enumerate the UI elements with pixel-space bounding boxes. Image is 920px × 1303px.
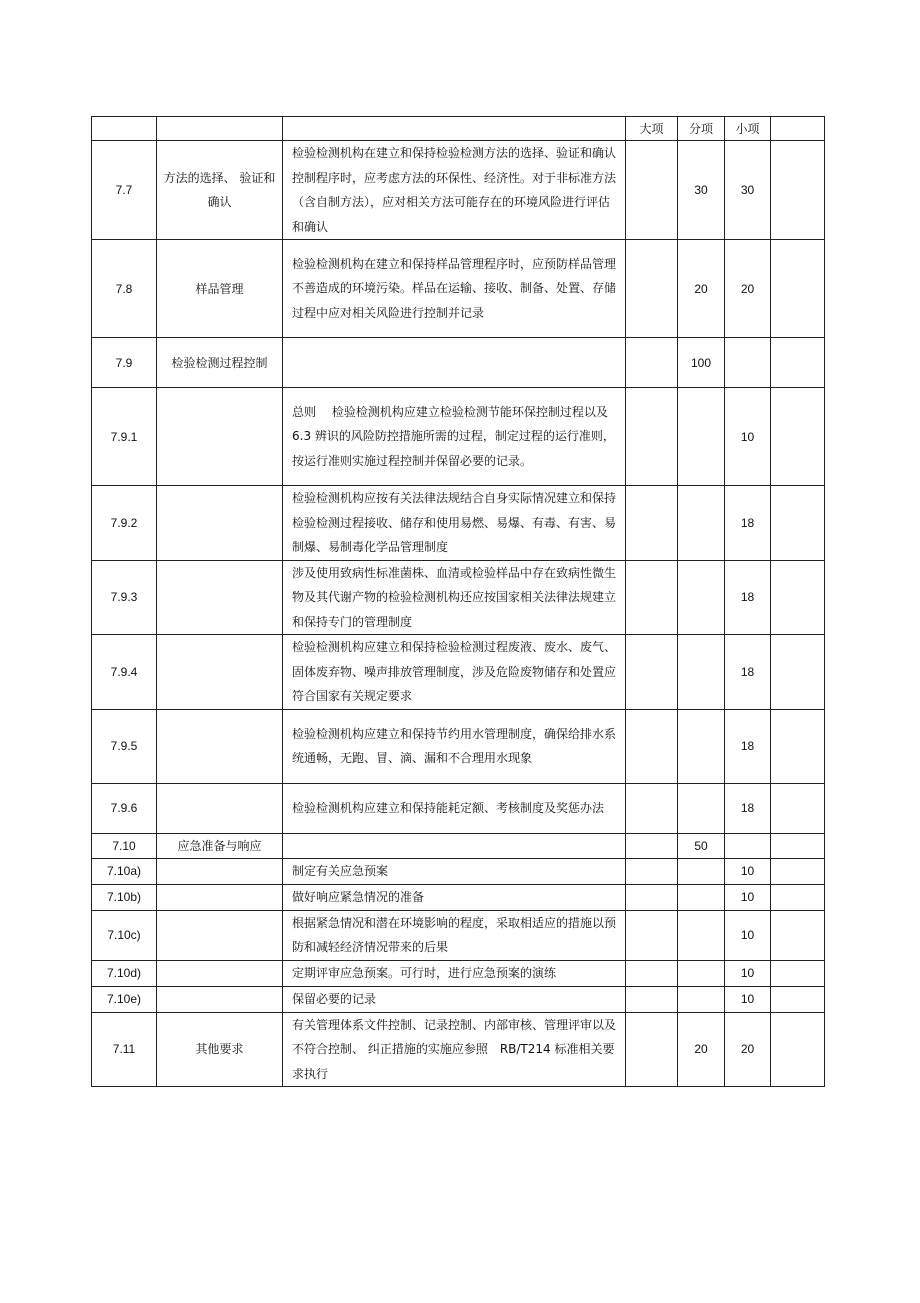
item-number: 7.8 — [92, 240, 157, 338]
table-row — [92, 240, 825, 338]
item-number: 7.10b) — [92, 884, 157, 910]
minor-score — [725, 833, 771, 858]
item-name — [157, 635, 283, 710]
scoring-table — [91, 116, 825, 1087]
table-row — [92, 1012, 825, 1087]
minor-score: 18 — [725, 635, 771, 710]
sub-score: 100 — [678, 338, 725, 388]
item-name — [157, 986, 283, 1012]
header-name-cell — [157, 117, 283, 141]
extra-cell — [771, 635, 825, 710]
item-number: 7.9 — [92, 338, 157, 388]
extra-cell — [771, 486, 825, 561]
header-major: 大项 — [626, 117, 678, 141]
item-number: 7.10e) — [92, 986, 157, 1012]
item-number: 7.9.6 — [92, 783, 157, 833]
item-number: 7.9.3 — [92, 560, 157, 635]
item-description: 涉及使用致病性标准菌株、血清或检验样品中存在致病性微生物及其代谢产物的检验检测机构还应按国家相关法律法规建立和保持专门的管理制度 — [283, 560, 626, 635]
extra-cell — [771, 560, 825, 635]
extra-cell — [771, 960, 825, 986]
sub-score — [678, 486, 725, 561]
item-name — [157, 960, 283, 986]
table-row — [92, 960, 825, 986]
minor-score: 10 — [725, 960, 771, 986]
sub-score — [678, 884, 725, 910]
item-number: 7.9.2 — [92, 486, 157, 561]
item-name: 应急准备与响应 — [157, 833, 283, 858]
item-description: 检验检测机构应建立和保持检验检测过程废液、废水、废气、固体废弃物、噪声排放管理制度，涉及危险废物储存和处置应符合国家有关规定要求 — [283, 635, 626, 710]
table-row — [92, 486, 825, 561]
item-name — [157, 486, 283, 561]
header-extra-cell — [771, 117, 825, 141]
extra-cell — [771, 884, 825, 910]
item-name: 其他要求 — [157, 1012, 283, 1087]
item-name — [157, 858, 283, 884]
major-score — [626, 986, 678, 1012]
sub-score — [678, 986, 725, 1012]
major-score — [626, 833, 678, 858]
item-description — [283, 833, 626, 858]
major-score — [626, 141, 678, 240]
item-number: 7.9.1 — [92, 388, 157, 486]
sub-score — [678, 960, 725, 986]
major-score — [626, 338, 678, 388]
minor-score: 18 — [725, 560, 771, 635]
minor-score: 20 — [725, 240, 771, 338]
sub-score: 20 — [678, 240, 725, 338]
item-name — [157, 910, 283, 960]
table-row — [92, 560, 825, 635]
table-row — [92, 986, 825, 1012]
major-score — [626, 858, 678, 884]
item-number: 7.11 — [92, 1012, 157, 1087]
item-description: 检验检测机构在建立和保持检验检测方法的选择、验证和确认控制程序时，应考虑方法的环保性、经济性。对于非标准方法（含自制方法），应对相关方法可能存在的环境风险进行评估和确认 — [283, 141, 626, 240]
major-score — [626, 635, 678, 710]
major-score — [626, 1012, 678, 1087]
header-desc-cell — [283, 117, 626, 141]
minor-score: 20 — [725, 1012, 771, 1087]
item-description: 制定有关应急预案 — [283, 858, 626, 884]
item-number: 7.9.5 — [92, 709, 157, 783]
sub-score — [678, 709, 725, 783]
minor-score: 18 — [725, 783, 771, 833]
extra-cell — [771, 858, 825, 884]
major-score — [626, 910, 678, 960]
major-score — [626, 709, 678, 783]
table-row — [92, 884, 825, 910]
extra-cell — [771, 833, 825, 858]
extra-cell — [771, 240, 825, 338]
major-score — [626, 884, 678, 910]
item-name — [157, 709, 283, 783]
minor-score: 10 — [725, 388, 771, 486]
extra-cell — [771, 388, 825, 486]
table-row — [92, 783, 825, 833]
major-score — [626, 388, 678, 486]
table-row — [92, 910, 825, 960]
item-description: 检验检测机构应建立和保持能耗定额、考核制度及奖惩办法 — [283, 783, 626, 833]
major-score — [626, 960, 678, 986]
header-sub: 分项 — [678, 117, 725, 141]
item-number: 7.7 — [92, 141, 157, 240]
item-description: 保留必要的记录 — [283, 986, 626, 1012]
extra-cell — [771, 141, 825, 240]
minor-score: 10 — [725, 884, 771, 910]
item-name: 样品管理 — [157, 240, 283, 338]
extra-cell — [771, 709, 825, 783]
sub-score: 20 — [678, 1012, 725, 1087]
sub-score: 30 — [678, 141, 725, 240]
item-description — [283, 338, 626, 388]
minor-score: 10 — [725, 858, 771, 884]
minor-score: 30 — [725, 141, 771, 240]
item-name — [157, 388, 283, 486]
table-row — [92, 709, 825, 783]
header-minor: 小项 — [725, 117, 771, 141]
item-number: 7.9.4 — [92, 635, 157, 710]
extra-cell — [771, 1012, 825, 1087]
minor-score: 18 — [725, 486, 771, 561]
sub-score — [678, 783, 725, 833]
item-description: 根据紧急情况和潜在环境影响的程度，采取相适应的措施以预防和减轻经济情况带来的后果 — [283, 910, 626, 960]
item-name — [157, 783, 283, 833]
item-description: 检验检测机构应建立和保持节约用水管理制度，确保给排水系统通畅，无跑、冒、滴、漏和不合理用水现象 — [283, 709, 626, 783]
header-id-cell — [92, 117, 157, 141]
table-row — [92, 858, 825, 884]
table-row — [92, 833, 825, 858]
item-number: 7.10a) — [92, 858, 157, 884]
item-name — [157, 884, 283, 910]
major-score — [626, 783, 678, 833]
item-name: 检验检测过程控制 — [157, 338, 283, 388]
major-score — [626, 240, 678, 338]
minor-score: 18 — [725, 709, 771, 783]
sub-score: 50 — [678, 833, 725, 858]
item-description: 总则 检验检测机构应建立检验检测节能环保控制过程以及 6.3 辨识的风险防控措施所需的过程，制定过程的运行准则，按运行准则实施过程控制并保留必要的记录。 — [283, 388, 626, 486]
major-score — [626, 486, 678, 561]
sub-score — [678, 635, 725, 710]
minor-score: 10 — [725, 910, 771, 960]
item-number: 7.10d) — [92, 960, 157, 986]
extra-cell — [771, 910, 825, 960]
table-row — [92, 635, 825, 710]
extra-cell — [771, 338, 825, 388]
item-description: 做好响应紧急情况的准备 — [283, 884, 626, 910]
item-description: 检验检测机构应按有关法律法规结合自身实际情况建立和保持检验检测过程接收、储存和使用易燃、易爆、有毒、有害、易制爆、易制毒化学品管理制度 — [283, 486, 626, 561]
sub-score — [678, 858, 725, 884]
extra-cell — [771, 783, 825, 833]
minor-score: 10 — [725, 986, 771, 1012]
item-name: 方法的选择、 验证和确认 — [157, 141, 283, 240]
sub-score — [678, 560, 725, 635]
header-row — [92, 117, 825, 141]
item-number: 7.10c) — [92, 910, 157, 960]
sub-score — [678, 910, 725, 960]
item-name — [157, 560, 283, 635]
sub-score — [678, 388, 725, 486]
extra-cell — [771, 986, 825, 1012]
table-row — [92, 141, 825, 240]
item-description: 定期评审应急预案。可行时，进行应急预案的演练 — [283, 960, 626, 986]
table-row — [92, 338, 825, 388]
item-description: 检验检测机构在建立和保持样品管理程序时，应预防样品管理不善造成的环境污染。样品在运输、接收、制备、处置、存储过程中应对相关风险进行控制并记录 — [283, 240, 626, 338]
major-score — [626, 560, 678, 635]
minor-score — [725, 338, 771, 388]
table-row — [92, 388, 825, 486]
item-description: 有关管理体系文件控制、记录控制、内部审核、管理评审以及不符合控制、 纠正措施的实施应参照 RB/T214 标准相关要求执行 — [283, 1012, 626, 1087]
item-number: 7.10 — [92, 833, 157, 858]
